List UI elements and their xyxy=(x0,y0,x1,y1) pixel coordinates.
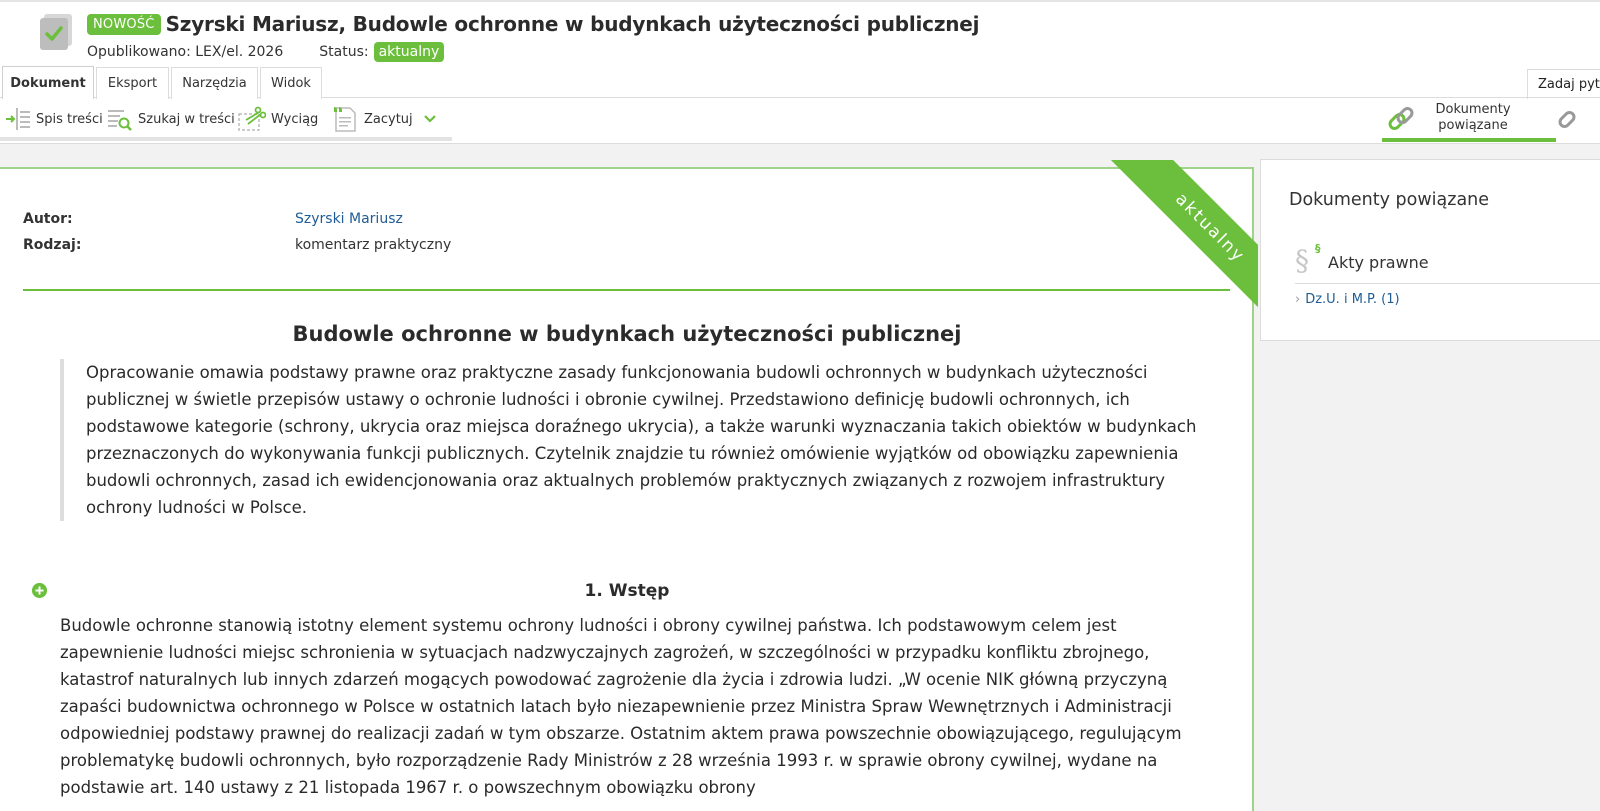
title-row xyxy=(87,11,979,37)
tab-narzedzia[interactable]: Narzędzia xyxy=(171,67,258,99)
publication-meta xyxy=(87,42,444,62)
status-ribbon xyxy=(1090,160,1258,328)
quote-document-icon xyxy=(333,105,359,133)
scissors-icon xyxy=(238,106,266,132)
article-abstract: Opracowanie omawia podstawy prawne oraz praktyczne zasady funkcjonowania budowli ochronnych w budynkach użyteczności publicznej w świetle przepisów ustawy o ochronie ludności i obronie cywilnej. Przedstawiono definicję budowli ochronnych, ich podstawowe kategorie (schrony, ukrycia oraz miejsca doraźnego ukrycia), a także warunki wyznaczania takich obiektów w budynkach przeznaczonych do wykonywania funkcji publicznych. Czytelnik znajdzie tu również omówienie wyjątków od obowiązku zapewnienia budowli ochronnych, zasad ich ewidencjonowania oraz aktualnych problemów praktycznych związanych z rozwojem infrastruktury ochrony ludności w Polsce. xyxy=(60,359,1200,521)
status-badge: aktualny xyxy=(374,42,445,62)
article-title: Budowle ochronne w budynkach użyteczności publicznej xyxy=(292,322,962,346)
link-chain-icon-partial[interactable] xyxy=(1556,106,1576,136)
search-in-text-label: Szukaj w treści xyxy=(138,111,235,127)
author-label: Autor: xyxy=(23,211,73,227)
new-badge: NOWOŚĆ xyxy=(87,14,161,35)
quote-label: Zacytuj xyxy=(364,111,413,127)
section-heading: 1. Wstęp xyxy=(584,581,670,601)
document-check-icon xyxy=(40,14,74,50)
journal-link-row[interactable] xyxy=(1295,292,1400,307)
document-header xyxy=(0,0,1600,64)
legal-acts-section[interactable] xyxy=(1295,244,1600,284)
related-panel-title: Dokumenty powiązane xyxy=(1289,190,1490,210)
toc-label: Spis treści xyxy=(36,111,103,127)
tab-widok[interactable]: Widok xyxy=(260,67,322,99)
toolbar-divider xyxy=(0,137,452,141)
paragraph-icon: § xyxy=(1295,244,1309,277)
paragraph-sup-icon: § xyxy=(1315,242,1321,255)
published-info: Opublikowano: LEX/el. 2026 xyxy=(87,44,284,60)
excerpt-button[interactable] xyxy=(238,104,318,134)
status-ribbon-label: aktualny xyxy=(1103,160,1258,328)
article-body: Budowle ochronne stanowią istotny element systemu ochrony ludności i obrony cywilnej państwa. Ich podstawowym celem jest zapewnienie ludności miejsc schronienia w sytuacjach nadzwyczajnych zagrożeń, w szczególności w przypadku konfliktu zbrojnego, katastrof naturalnych lub innych zdarzeń mogących powodować zagrożenie dla życia i zdrowia ludzi. „W ocenie NIK główną przyczyną zapaści budownictwa ochronnego w Polsce w ostatnich latach było niezapewnienie przez Ministra Spraw Wewnętrznych i Administracji odpowiedniej podstawy prawnej do realizacji zadań w tym obszarze. Ostatnim aktem prawa powszechnie obowiązującego, regulującym problematykę budowli ochronnych, było rozporządzenie Rady Ministrów z 28 września 1993 r. w sprawie obrony cywilnej, wydane na podstawie art. 140 ustawy z 21 listopada 1967 r. o powszechnym obowiązku obrony xyxy=(60,616,1182,797)
chevron-right-icon: › xyxy=(1295,292,1301,307)
search-in-text-button[interactable] xyxy=(107,104,235,134)
type-label: Rodzaj: xyxy=(23,237,82,253)
document-title: Szyrski Mariusz, Budowle ochronne w budynkach użyteczności publicznej xyxy=(165,12,980,36)
status-label: Status: xyxy=(319,44,369,60)
legal-acts-label: Akty prawne xyxy=(1328,253,1429,272)
type-value: komentarz praktyczny xyxy=(295,237,452,253)
related-documents-label: Dokumenty powiązane xyxy=(1435,102,1511,133)
quote-button[interactable] xyxy=(333,104,442,134)
chevron-down-icon[interactable] xyxy=(423,114,437,124)
ask-question-tab[interactable]: Zadaj pyt xyxy=(1527,69,1600,99)
tab-eksport[interactable]: Eksport xyxy=(96,67,169,99)
related-documents-panel xyxy=(1260,159,1600,341)
journal-link[interactable]: Dz.U. i M.P. (1) xyxy=(1305,292,1400,307)
excerpt-label: Wyciąg xyxy=(271,111,319,127)
ribbon-tabs xyxy=(0,64,1600,98)
table-of-contents-icon xyxy=(5,106,31,132)
toc-button[interactable] xyxy=(5,104,103,134)
tab-dokument[interactable]: Dokument xyxy=(2,66,94,99)
search-text-icon xyxy=(107,106,133,132)
metadata-divider xyxy=(23,289,1230,291)
author-link[interactable]: Szyrski Mariusz xyxy=(295,211,403,227)
related-active-indicator xyxy=(1382,138,1556,142)
